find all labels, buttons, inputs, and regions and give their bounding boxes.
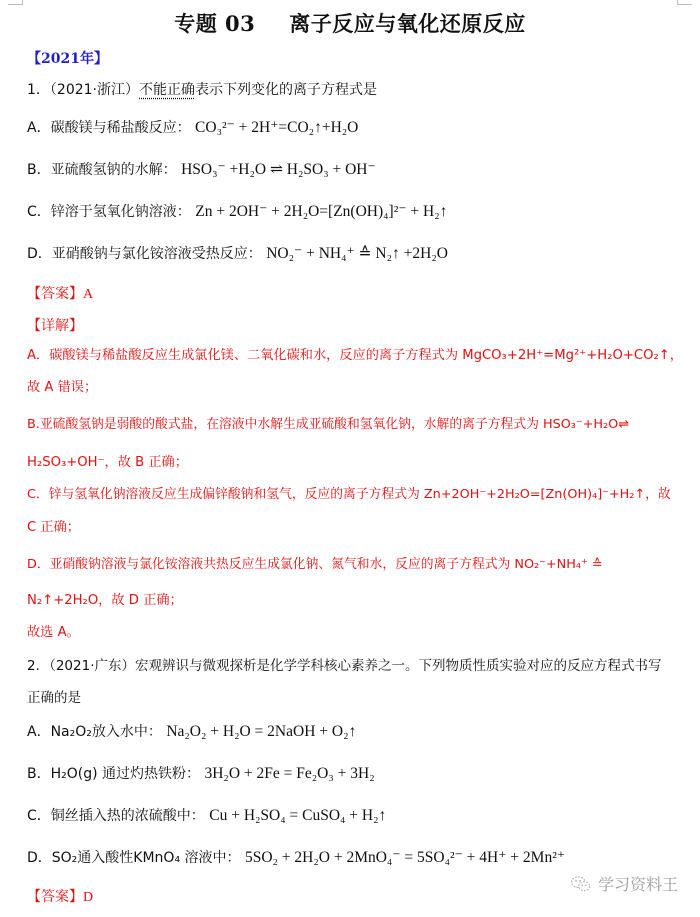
wechat-icon [570,875,592,893]
option-label: A．Na₂O₂放入水中： [27,724,162,740]
q2-option-a [27,722,356,742]
option-label: C．锌溶于氢氧化钠溶液： [27,204,191,220]
q1-option-a [27,118,358,138]
q1-detail-label: 【详解】 [27,318,83,334]
q2-option-c [27,806,386,826]
option-label: B．亚硫酸氢钠的水解： [27,162,177,178]
question-text: 表示下列变化的离子方程式是 [195,82,378,98]
emphasis-text: 不能正确 [139,82,196,98]
q1-option-b [27,160,376,180]
q1-detail-b-line2: H₂SO₃+OH⁻，故 B 正确； [27,455,188,470]
question-2-stem-line1: 2．（2021·广东）宏观辨识与微观探析是化学学科核心素养之一。下列物质性质实验对应的反应方程式书写 [27,658,662,674]
q2-option-d [27,848,565,868]
title-prefix: 专题 03 [174,11,256,36]
option-equation: NO₂⁻ + NH₄⁺ ≙ N₂↑ +2H₂O [266,245,448,262]
page-corner-mark [677,0,692,5]
option-label: A．碳酸镁与稀盐酸反应： [27,120,191,136]
option-equation: Cu + H₂SO₄ = CuSO₄ + H₂↑ [209,807,387,824]
question-source: （2021·浙江） [49,82,140,98]
q1-detail-b-line1: B.亚硫酸氢钠是弱酸的酸式盐，在溶液中水解生成亚硫酸和氢氧化钠，水解的离子方程式为 HSO₃⁻+H₂O⇌ [27,417,629,432]
option-equation: 3H₂O + 2Fe = Fe₂O₃ + 3H₂ [204,765,375,782]
option-label: D．亚硝酸钠与氯化铵溶液受热反应： [27,246,262,262]
question-number: 1． [27,82,50,98]
page-corner-mark [8,0,23,5]
q1-detail-c-line1: C．锌与氢氧化钠溶液反应生成偏锌酸钠和氢气，反应的离子方程式为 Zn+2OH⁻+2H₂O=[Zn(OH)₄]⁻+H₂↑，故 [27,487,671,502]
q1-detail-a-line1: A．碳酸镁与稀盐酸反应生成氯化镁、二氧化碳和水，反应的离子方程式为 MgCO₃+2H⁺=Mg²⁺+H₂O+CO₂↑， [27,348,683,363]
q1-detail-d-line1: D．亚硝酸钠溶液与氯化铵溶液共热反应生成氯化钠、氮气和水，反应的离子方程式为 NO₂⁻+NH₄⁺ ≙ [27,557,603,572]
option-label: D．SO₂通入酸性KMnO₄ 溶液中： [27,850,241,866]
answer-label: 【答案】 [27,889,83,905]
q1-answer [27,284,93,305]
option-equation: CO₃²⁻ + 2H⁺=CO₂↑+H₂O [195,119,359,136]
question-1-stem [27,80,377,100]
q2-option-b [27,764,375,784]
q1-conclusion: 故选 A。 [27,625,80,640]
q1-detail-a-line2: 故 A 错误； [27,380,98,395]
title-main: 离子反应与氧化还原反应 [289,11,526,36]
option-equation: 5SO₂ + 2H₂O + 2MnO₄⁻ = 5SO₄²⁻ + 4H⁺ + 2Mn²⁺ [244,849,566,866]
option-label: C．铜丝插入热的浓硫酸中： [27,808,205,824]
option-equation: Zn + 2OH⁻ + 2H₂O=[Zn(OH)₄]²⁻ + H₂↑ [195,203,448,220]
option-equation: HSO₃⁻ +H₂O ⇌ H₂SO₃ + OH⁻ [181,161,376,178]
q1-option-d [27,244,448,264]
option-label: B．H₂O(g) 通过灼热铁粉： [27,766,201,782]
watermark-text: 学习资料王 [597,875,678,894]
answer-value: D [83,890,94,905]
year-heading: 【2021年】 [27,51,108,67]
answer-label: 【答案】 [27,286,83,302]
watermark [570,872,678,895]
q1-option-c [27,202,447,222]
q1-detail-c-line2: C 正确； [27,520,80,535]
question-2-stem-line2: 正确的是 [27,690,81,706]
page-title [0,8,700,38]
q1-detail-d-line2: N₂↑+2H₂O，故 D 正确； [27,593,183,608]
answer-value: A [83,287,94,302]
option-equation: Na₂O₂ + H₂O = 2NaOH + O₂↑ [166,723,357,740]
q2-answer [27,887,93,908]
